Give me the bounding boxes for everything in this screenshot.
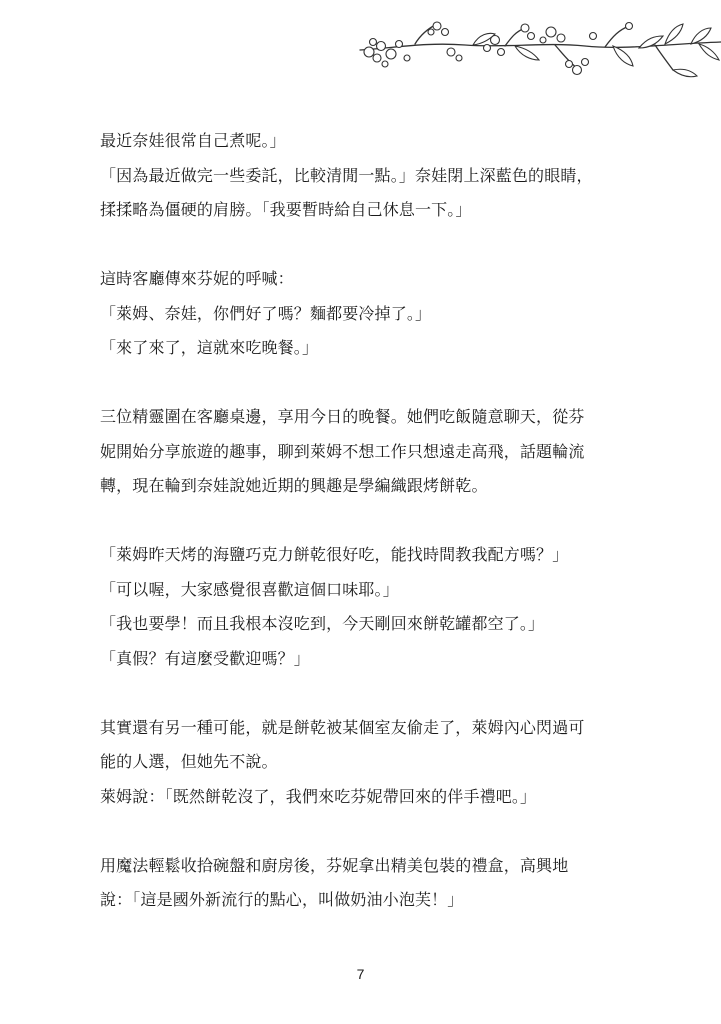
paragraph	[100, 400, 640, 504]
text-line: 「真假？有這麼受歡迎嗎？」	[100, 648, 310, 668]
vine-branch-icon	[355, 18, 721, 88]
body-text	[100, 124, 640, 918]
text-line: 萊姆說：「既然餅乾沒了，我們來吃芬妮帶回來的伴手禮吧。」	[100, 786, 537, 806]
paragraph	[100, 538, 640, 573]
text-line: 其實還有另一種可能，就是餅乾被某個室友偷走了，萊姆內心閃過可	[100, 717, 585, 737]
paragraph	[100, 159, 640, 228]
paragraph	[100, 711, 640, 780]
paragraph-spacer	[100, 504, 640, 539]
paragraph-spacer	[100, 814, 640, 849]
paragraph-spacer	[100, 366, 640, 401]
paragraph	[100, 331, 640, 366]
page-number: 7	[356, 966, 365, 982]
paragraph	[100, 124, 640, 159]
text-line: 「可以喔，大家感覺很喜歡這個口味耶。」	[100, 579, 399, 599]
text-line: 「因為最近做完一些委託，比較清閒一點。」奈娃閉上深藍色的眼睛，	[100, 165, 593, 185]
text-line: 「我也要學！而且我根本沒吃到，今天剛回來餅乾罐都空了。」	[100, 614, 545, 633]
text-line: 用魔法輕鬆收拾碗盤和廚房後，芬妮拿出精美包裝的禮盒，高興地	[100, 855, 569, 875]
paragraph-spacer	[100, 228, 640, 263]
paragraph-spacer	[100, 676, 640, 711]
paragraph	[100, 607, 640, 642]
text-line: 「萊姆昨天烤的海鹽巧克力餅乾很好吃，能找時間教我配方嗎？」	[100, 545, 569, 564]
paragraph	[100, 849, 640, 918]
text-line: 揉揉略為僵硬的肩膀。「我要暫時給自己休息一下。」	[100, 200, 472, 219]
paragraph	[100, 780, 640, 815]
paragraph	[100, 573, 640, 608]
text-line: 最近奈娃很常自己煮呢。」	[100, 131, 286, 150]
paragraph	[100, 642, 640, 677]
text-line: 妮開始分享旅遊的趣事，聊到萊姆不想工作只想遠走高飛，話題輪流	[100, 441, 585, 461]
text-line: 說：「這是國外新流行的點心，叫做奶油小泡芙！」	[100, 890, 464, 909]
text-line: 「來了來了，這就來吃晚餐。」	[100, 338, 319, 357]
text-line: 「萊姆、奈娃，你們好了嗎？麵都要冷掉了。」	[100, 303, 432, 323]
text-line: 這時客廳傳來芬妮的呼喊：	[100, 269, 294, 288]
text-line: 能的人選，但她先不說。	[100, 752, 278, 771]
text-line: 轉，現在輪到奈娃說她近期的興趣是學編織跟烤餅乾。	[100, 476, 488, 495]
paragraph	[100, 297, 640, 332]
text-line: 三位精靈圍在客廳桌邊，享用今日的晚餐。她們吃飯隨意聊天，從芬	[100, 407, 585, 426]
paragraph	[100, 262, 640, 297]
